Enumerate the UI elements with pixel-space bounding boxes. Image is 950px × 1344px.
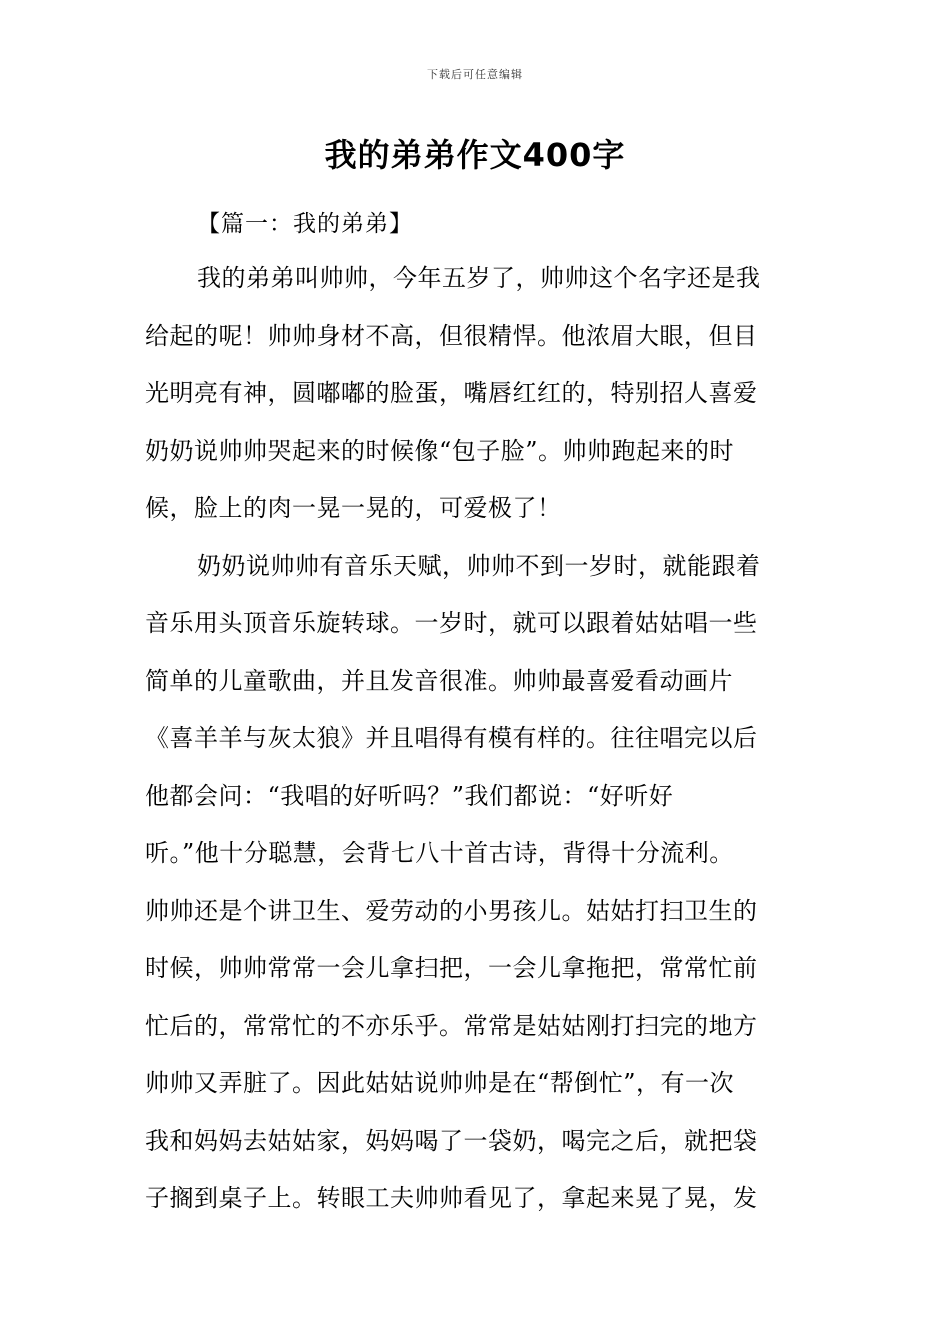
text-line: 帅帅又弄脏了。因此姑姑说帅帅是在“帮倒忙”，有一次 <box>145 1069 735 1097</box>
paragraph-2 <box>145 538 810 1228</box>
text-line: 奶奶说帅帅有音乐天赋，帅帅不到一岁时，就能跟着 <box>197 551 761 580</box>
text-line: 子搁到桌子上。转眼工夫帅帅看见了，拿起来晃了晃，发 <box>145 1184 758 1212</box>
text-line: 听。”他十分聪慧，会背七八十首古诗，背得十分流利。 <box>145 839 734 867</box>
text-line: 时候，帅帅常常一会儿拿扫把，一会儿拿拖把，常常忙前 <box>145 954 758 982</box>
text-line: 我的弟弟叫帅帅，今年五岁了，帅帅这个名字还是我 <box>197 264 761 292</box>
text-line: 《喜羊羊与灰太狼》并且唱得有模有样的。往往唱完以后 <box>145 724 758 752</box>
body-text <box>145 250 810 1228</box>
page-title: 我的弟弟作文400字 <box>324 136 626 174</box>
text-line: 音乐用头顶音乐旋转球。一岁时，就可以跟着姑姑唱一些 <box>145 609 758 637</box>
header-note: 下载后可任意编辑 <box>427 68 523 81</box>
text-line: 他都会问：“我唱的好听吗？”我们都说：“好听好 <box>145 781 674 810</box>
text-line: 奶奶说帅帅哭起来的时候像“包子脸”。帅帅跑起来的时 <box>145 436 735 465</box>
text-line: 光明亮有神，圆嘟嘟的脸蛋，嘴唇红红的，特别招人喜爱 <box>145 379 758 407</box>
text-line: 给起的呢！帅帅身材不高，但很精悍。他浓眉大眼，但目 <box>145 321 758 350</box>
section-heading: 【篇一：我的弟弟】 <box>197 211 413 237</box>
text-line: 简单的儿童歌曲，并且发音很准。帅帅最喜爱看动画片 <box>145 666 733 695</box>
text-line: 忙后的，常常忙的不亦乐乎。常常是姑姑刚打扫完的地方 <box>145 1011 758 1040</box>
text-line: 我和妈妈去姑姑家，妈妈喝了一袋奶，喝完之后，就把袋 <box>145 1126 758 1155</box>
text-line: 候，脸上的肉一晃一晃的，可爱极了！ <box>145 494 562 522</box>
paragraph-1 <box>145 250 810 538</box>
text-line: 帅帅还是个讲卫生、爱劳动的小男孩儿。姑姑打扫卫生的 <box>145 896 758 925</box>
